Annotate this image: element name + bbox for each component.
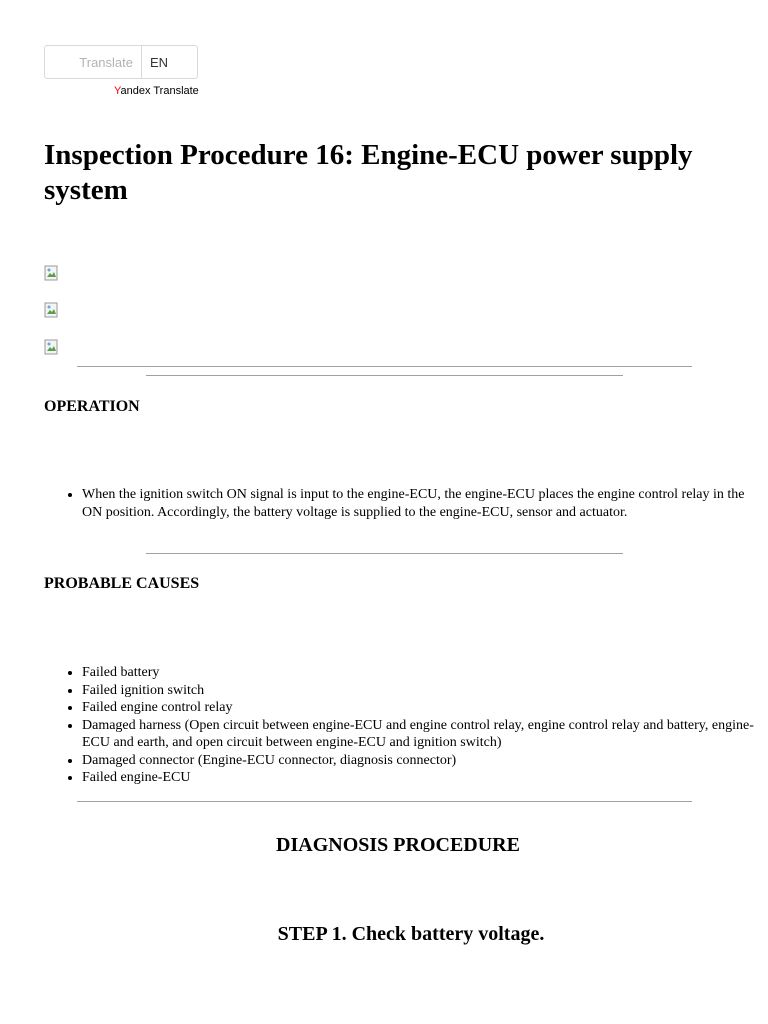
page-title: Inspection Procedure 16: Engine-ECU power supply system	[44, 139, 693, 206]
list-item: • When the ignition switch ON signal is input to the engine-ECU, the engine-ECU places the engine control relay in the ON position. Accordingly, the battery voltage is supplied to the engine-ECU, sensor and actuator.	[82, 486, 762, 521]
divider	[77, 366, 692, 367]
translate-widget	[44, 45, 198, 79]
divider	[77, 801, 692, 802]
yandex-translate-credit[interactable]	[114, 85, 199, 97]
yandex-logo-letter: Y	[114, 85, 121, 97]
operation-list	[44, 486, 762, 521]
yandex-credit-text: andex Translate	[120, 85, 199, 97]
divider	[146, 553, 623, 554]
step-1-heading: STEP 1. Check battery voltage.	[277, 923, 545, 945]
operation-heading: OPERATION	[44, 398, 140, 415]
probable-causes-list	[44, 664, 762, 787]
broken-image-icon	[44, 265, 60, 281]
probable-causes-heading: PROBABLE CAUSES	[44, 575, 200, 592]
diagnosis-procedure-heading: DIAGNOSIS PROCEDURE	[276, 834, 520, 856]
list-item: • Failed engine-ECU	[82, 769, 762, 787]
language-selector[interactable]: EN	[141, 46, 197, 78]
broken-image-icon	[44, 302, 60, 318]
list-item: • Damaged connector (Engine-ECU connector, diagnosis connector)	[82, 752, 762, 770]
list-item: • Failed battery	[82, 664, 762, 682]
translate-button[interactable]: Translate	[79, 54, 133, 70]
list-item: • Damaged harness (Open circuit between engine-ECU and engine control relay, engine control relay and battery, engine-ECU and earth, and open circuit between engine-ECU and ignition switch)	[82, 717, 762, 752]
list-item: • Failed engine control relay	[82, 699, 762, 717]
broken-image-icon	[44, 339, 60, 355]
list-item: • Failed ignition switch	[82, 682, 762, 700]
divider	[146, 375, 623, 376]
